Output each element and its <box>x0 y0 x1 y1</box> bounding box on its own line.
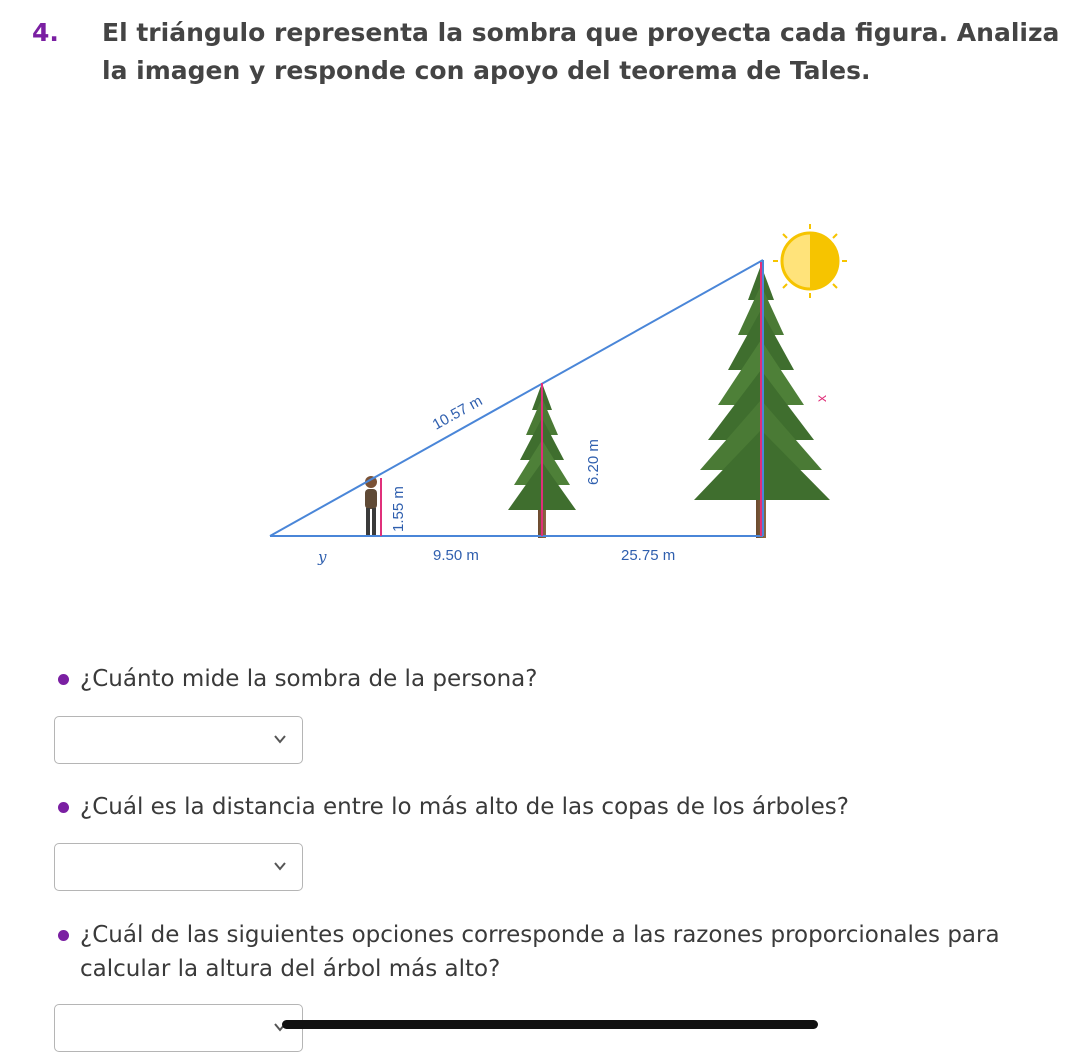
question-2-text: ¿Cuál es la distancia entre lo más alto de las copas de los árboles? <box>80 794 849 820</box>
answer-1-dropdown[interactable] <box>54 716 303 764</box>
question-1-text: ¿Cuánto mide la sombra de la persona? <box>80 666 538 692</box>
bullet-dot-icon <box>58 930 69 941</box>
triangle-lines <box>270 260 763 536</box>
bullet-dot-icon <box>58 674 69 685</box>
person-icon <box>365 476 377 536</box>
sun-icon <box>773 224 847 298</box>
small-tree-height-label: 6.20 m <box>585 439 602 485</box>
home-indicator[interactable] <box>282 1020 818 1029</box>
question-3-text: ¿Cuál de las siguientes opciones corresponde a las razones proporcionales para calcular la altura del árbol más alto? <box>80 922 1000 982</box>
question-number: 4. <box>32 18 59 47</box>
dist-trees-label: 25.75 m <box>621 547 676 564</box>
shadow-person-label: y <box>318 548 327 566</box>
question-text: El triángulo representa la sombra que proyecta cada figura. Analiza la imagen y responde con apoyo del teorema de Tales. <box>102 18 1060 85</box>
hypotenuse-label: 10.57 m <box>429 392 486 434</box>
bullet-dot-icon <box>58 802 69 813</box>
chevron-down-icon <box>272 731 288 747</box>
person-height-label: 1.55 m <box>390 486 407 532</box>
chevron-down-icon <box>272 858 288 874</box>
question-item-1 <box>58 662 1038 696</box>
answer-2-dropdown[interactable] <box>54 843 303 891</box>
question-item-3 <box>58 918 1038 986</box>
big-tree-height-label: x <box>813 395 829 402</box>
question-item-2 <box>58 790 1038 824</box>
dist-person-tree-label: 9.50 m <box>433 547 479 564</box>
answer-3-dropdown[interactable] <box>54 1004 303 1052</box>
